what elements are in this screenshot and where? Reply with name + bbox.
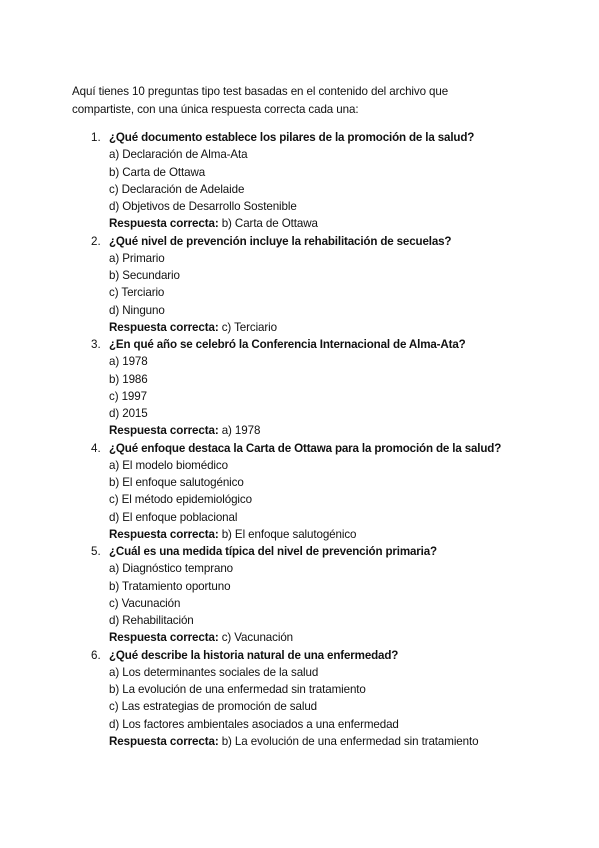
option-d: d) El enfoque poblacional <box>109 510 238 524</box>
question-item-4 <box>72 440 542 544</box>
option-b: b) Carta de Ottawa <box>109 165 206 179</box>
option-c: c) 1997 <box>109 389 147 403</box>
option-d: d) Los factores ambientales asociados a una enfermedad <box>109 717 399 731</box>
question-list <box>72 129 542 750</box>
option-list <box>109 146 542 215</box>
option-list <box>109 457 542 526</box>
option-a: a) Diagnóstico temprano <box>109 562 234 576</box>
answer-value: b) Carta de Ottawa <box>221 217 318 231</box>
intro-paragraph: Aquí tienes 10 preguntas tipo test basadas en el contenido del archivo que compartiste, con una única respuesta correcta cada una: <box>72 85 449 116</box>
option-d: d) Objetivos de Desarrollo Sostenible <box>109 200 297 213</box>
option-a: a) 1978 <box>109 355 148 369</box>
answer-label: Respuesta correcta: <box>109 320 219 334</box>
option-list <box>109 250 542 319</box>
option-c: c) Las estrategias de promoción de salud <box>109 700 318 714</box>
correct-answer <box>109 215 542 232</box>
correct-answer <box>109 526 542 543</box>
correct-answer <box>109 733 542 750</box>
option-b: b) El enfoque salutogénico <box>109 476 244 489</box>
question-number: 1. <box>91 131 101 144</box>
question-number: 2. <box>91 234 101 248</box>
option-b: b) Secundario <box>109 269 180 282</box>
option-b: b) Tratamiento oportuno <box>109 579 231 593</box>
answer-label: Respuesta correcta: <box>109 734 219 748</box>
option-a: a) Primario <box>109 251 165 265</box>
option-d: d) 2015 <box>109 407 148 420</box>
answer-label: Respuesta correcta: <box>109 217 219 231</box>
question-text: ¿Qué nivel de prevención incluye la rehabilitación de secuelas? <box>109 234 452 248</box>
option-a: a) El modelo biomédico <box>109 458 228 472</box>
answer-label: Respuesta correcta: <box>109 631 219 645</box>
question-item-6 <box>72 647 542 751</box>
correct-answer <box>109 319 542 336</box>
option-list <box>109 560 542 629</box>
option-c: c) Declaración de Adelaide <box>109 182 245 196</box>
answer-label: Respuesta correcta: <box>109 424 219 438</box>
question-text: ¿Qué documento establece los pilares de la promoción de la salud? <box>109 131 475 144</box>
option-c: c) Terciario <box>109 286 165 300</box>
option-c: c) El método epidemiológico <box>109 493 252 507</box>
question-item-5 <box>72 543 542 647</box>
question-number: 3. <box>91 338 101 351</box>
option-c: c) Vacunación <box>109 596 181 610</box>
question-number: 6. <box>91 648 101 662</box>
question-number: 5. <box>91 545 101 558</box>
option-d: d) Ninguno <box>109 303 165 317</box>
option-b: b) La evolución de una enfermedad sin tratamiento <box>109 683 366 696</box>
option-a: a) Los determinantes sociales de la salud <box>109 665 319 679</box>
option-d: d) Rehabilitación <box>109 614 194 627</box>
answer-value: c) Vacunación <box>221 631 294 645</box>
correct-answer <box>109 422 542 439</box>
option-list <box>109 664 542 733</box>
question-text: ¿En qué año se celebró la Conferencia Internacional de Alma-Ata? <box>109 338 466 351</box>
question-item-1 <box>72 129 542 233</box>
correct-answer <box>109 629 542 646</box>
question-text: ¿Qué describe la historia natural de una enfermedad? <box>109 648 399 662</box>
question-item-3 <box>72 336 542 440</box>
answer-value: b) La evolución de una enfermedad sin tratamiento <box>221 734 479 748</box>
question-number: 4. <box>91 441 101 455</box>
answer-value: a) 1978 <box>221 424 261 438</box>
option-list <box>109 353 542 422</box>
answer-value: c) Terciario <box>221 320 277 334</box>
question-text: ¿Qué enfoque destaca la Carta de Ottawa para la promoción de la salud? <box>109 441 502 455</box>
question-item-2 <box>72 233 542 337</box>
option-b: b) 1986 <box>109 372 148 386</box>
question-text: ¿Cuál es una medida típica del nivel de prevención primaria? <box>109 545 437 558</box>
answer-value: b) El enfoque salutogénico <box>221 527 357 541</box>
answer-label: Respuesta correcta: <box>109 527 219 541</box>
option-a: a) Declaración de Alma-Ata <box>109 148 248 162</box>
